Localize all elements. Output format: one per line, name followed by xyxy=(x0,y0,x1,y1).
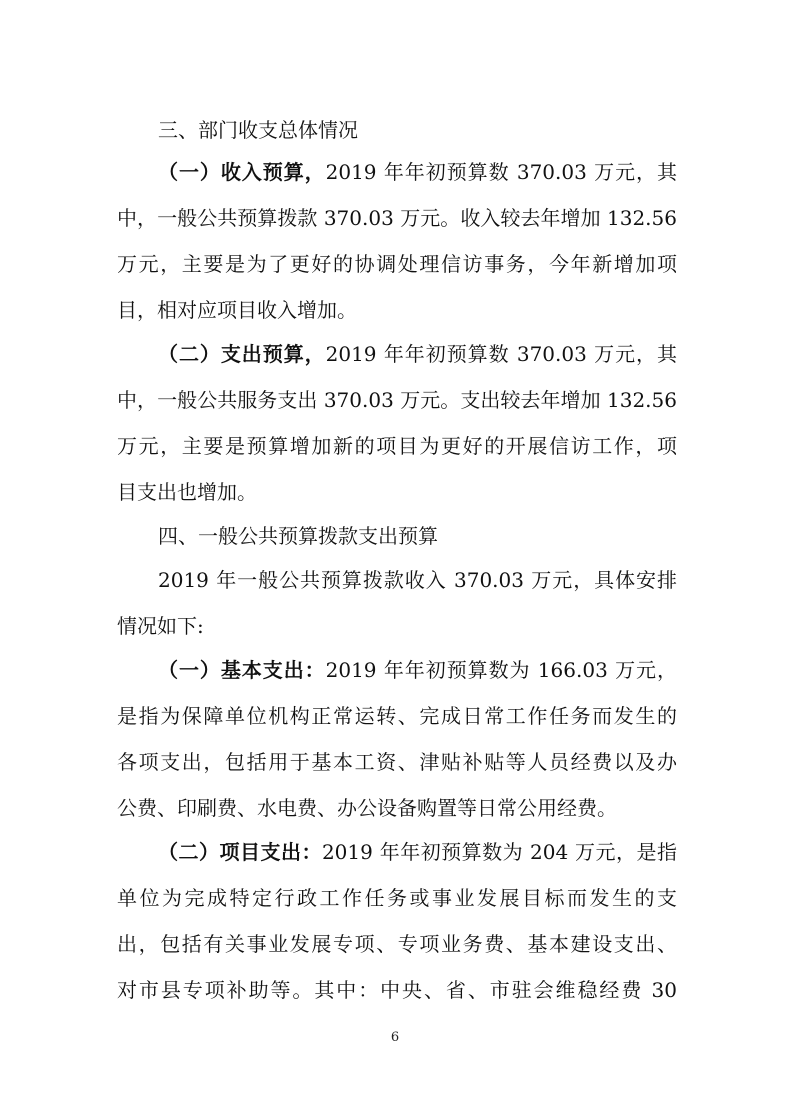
intro-paragraph-line-2: 情况如下: xyxy=(117,614,204,638)
page-number: 6 xyxy=(390,1030,400,1045)
income-paragraph-line-2: 中，一般公共预算拨款 370.03 万元。收入较去年增加 132.56 xyxy=(117,206,677,230)
project-expense-label: （二）项目支出： xyxy=(158,840,322,864)
project-expense-line-3: 出，包括有关事业发展专项、专项业务费、基本建设支出、 xyxy=(117,932,677,956)
project-expense-line-1 xyxy=(158,838,677,866)
basic-expense-line-4: 公费、印刷费、水电费、办公设备购置等日常公用经费。 xyxy=(117,796,617,820)
income-line1-text: 2019 年年初预算数 370.03 万元，其 xyxy=(325,160,677,184)
income-label: （一）收入预算， xyxy=(158,160,326,184)
basic-expense-line1-text: 2019 年年初预算数为 166.03 万元， xyxy=(325,658,677,682)
basic-expense-line-2: 是指为保障单位机构正常运转、完成日常工作任务而发生的 xyxy=(117,704,677,728)
basic-expense-label: （一）基本支出： xyxy=(158,658,326,682)
section-heading-general-budget: 四、一般公共预算拨款支出预算 xyxy=(158,524,438,548)
expense-paragraph-line-4: 目支出也增加。 xyxy=(117,480,257,504)
income-paragraph-line-1 xyxy=(158,158,677,186)
expense-label: （二）支出预算， xyxy=(158,342,326,366)
income-paragraph-line-4: 目，相对应项目收入增加。 xyxy=(117,298,357,322)
project-expense-line-2: 单位为完成特定行政工作任务或事业发展目标而发生的支 xyxy=(117,886,677,910)
expense-paragraph-line-3: 万元，主要是预算增加新的项目为更好的开展信访工作，项 xyxy=(117,434,677,458)
expense-paragraph-line-2: 中，一般公共服务支出 370.03 万元。支出较去年增加 132.56 xyxy=(117,388,677,412)
project-expense-line-4: 对市县专项补助等。其中：中央、省、市驻会维稳经费 30 xyxy=(117,978,677,1002)
basic-expense-line-3: 各项支出，包括用于基本工资、津贴补贴等人员经费以及办 xyxy=(117,750,677,774)
expense-line1-text: 2019 年年初预算数 370.03 万元，其 xyxy=(325,342,677,366)
project-expense-line1-text: 2019 年年初预算数为 204 万元，是指 xyxy=(321,840,677,864)
intro-paragraph-line-1: 2019 年一般公共预算拨款收入 370.03 万元，具体安排 xyxy=(158,568,677,592)
section-heading-income-expense: 三、部门收支总体情况 xyxy=(158,118,358,142)
income-paragraph-line-3: 万元，主要是为了更好的协调处理信访事务，今年新增加项 xyxy=(117,252,677,276)
basic-expense-line-1 xyxy=(158,656,677,684)
expense-paragraph-line-1 xyxy=(158,340,677,368)
